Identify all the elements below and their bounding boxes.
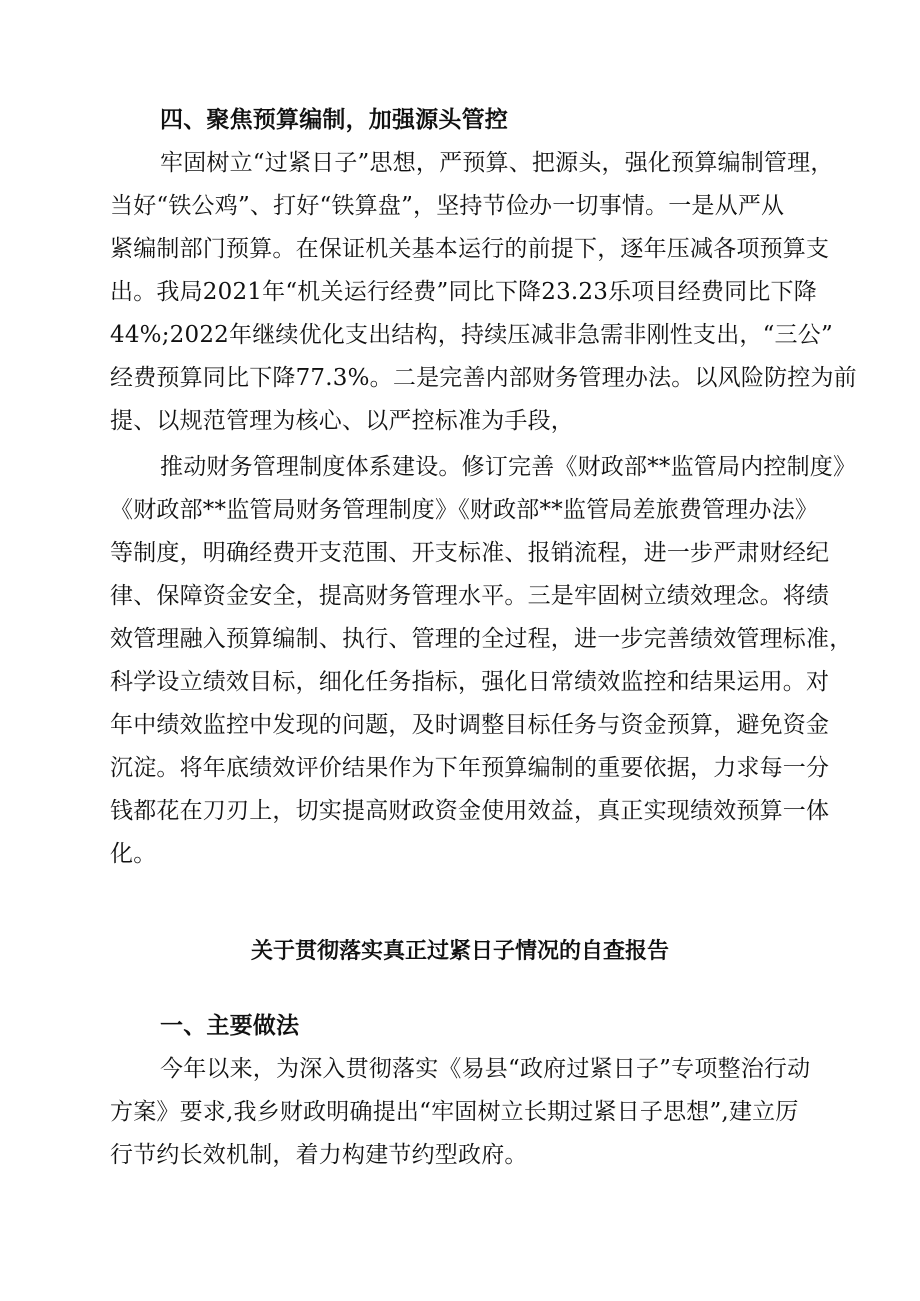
paragraph-line: 年中绩效监控中发现的问题，及时调整目标任务与资金预算，避免资金 xyxy=(110,712,830,738)
paragraph-line: 钱都花在刀刃上，切实提高财政资金使用效益，真正实现绩效预算一体 xyxy=(110,798,830,824)
paragraph-line: 推动财务管理制度体系建设。修订完善《财政部**监管局内控制度》 xyxy=(160,454,857,480)
paragraph-line: 经费预算同比下降77.3%。二是完善内部财务管理办法。以风险防控为前 xyxy=(110,365,857,391)
paragraph-line: 效管理融入预算编制、执行、管理的全过程，进一步完善绩效管理标准， xyxy=(110,626,853,652)
report-title: 关于贯彻落实真正过紧日子情况的自查报告 xyxy=(250,939,669,964)
paragraph-line: 等制度，明确经费开支范围、开支标准、报销流程，进一步严肃财经纪 xyxy=(110,540,830,566)
paragraph-line: 牢固树立“过紧日子”思想，严预算、把源头，强化预算编制管理， xyxy=(160,150,834,176)
paragraph-line: 出。我局2021年“机关运行经费”同比下降23.23乐项目经费同比下降 xyxy=(110,279,817,305)
paragraph-line: 当好“铁公鸡”、打好“铁算盘”，坚持节俭办一切事情。一是从严从 xyxy=(110,193,785,219)
paragraph-line: 今年以来，为深入贯彻落实《易县“政府过紧日子”专项整治行动 xyxy=(160,1056,811,1082)
paragraph-line: 《财政部**监管局财务管理制度》《财政部**监管局差旅费管理办法》 xyxy=(110,497,819,523)
paragraph-line: 提、以规范管理为核心、以严控标准为手段， xyxy=(110,408,574,434)
paragraph-line: 沉淀。将年底绩效评价结果作为下年预算编制的重要依据，力求每一分 xyxy=(110,755,830,781)
paragraph-line: 方案》要求,我乡财政明确提出“牢固树立长期过紧日子思想”,建立厉 xyxy=(110,1099,799,1125)
section-heading: 一、主要做法 xyxy=(160,1013,300,1039)
paragraph-line: 紧编制部门预算。在保证机关基本运行的前提下，逐年压减各项预算支 xyxy=(110,236,830,262)
paragraph-line: 科学设立绩效目标，细化任务指标，强化日常绩效监控和结果运用。对 xyxy=(110,669,830,695)
section-heading: 四、聚焦预算编制，加强源头管控 xyxy=(160,107,508,133)
paragraph-line: 律、保障资金安全，提高财务管理水平。三是牢固树立绩效理念。将绩 xyxy=(110,583,830,609)
paragraph-line: 化。 xyxy=(110,841,157,867)
paragraph-line: 行节约长效机制，着力构建节约型政府。 xyxy=(110,1142,528,1168)
paragraph-line: 44%;2022年继续优化支出结构，持续压减非急需非刚性支出，“三公” xyxy=(110,322,833,348)
